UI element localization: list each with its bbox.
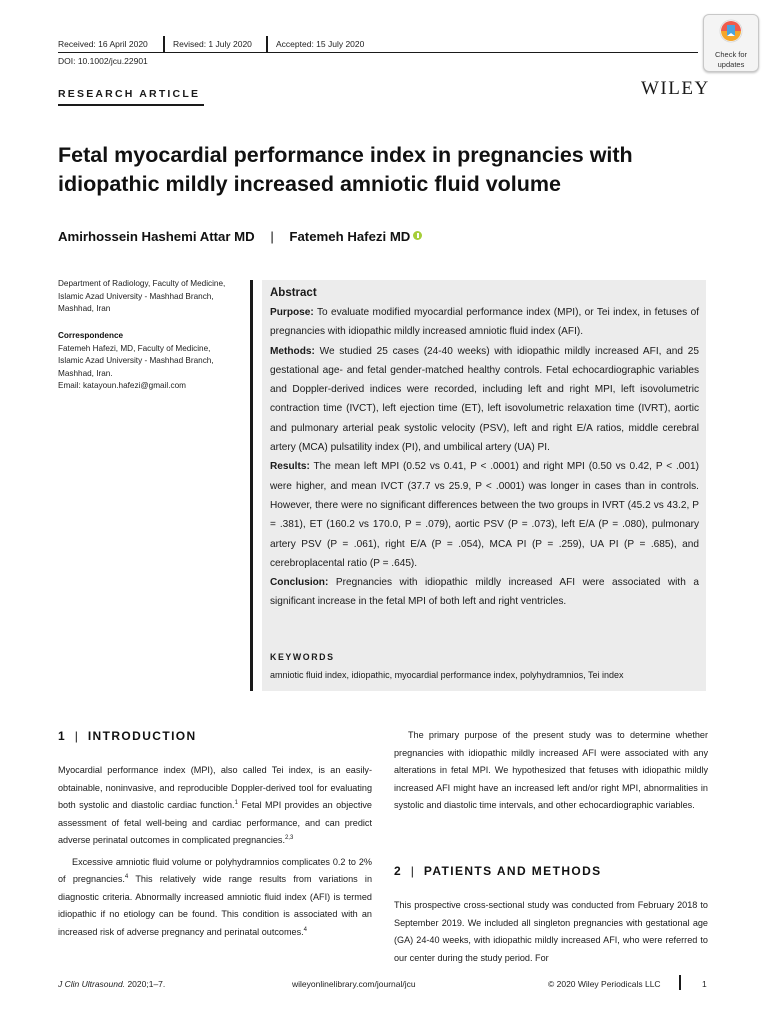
section-title: PATIENTS AND METHODS (423, 864, 602, 878)
paragraph-text: Myocardial performance index (MPI), also called Tei index, is an easily-obtainable, noninvasive, and reproducible Doppler-derived tool for evaluating both systolic and diastolic cardiac function. (58, 765, 372, 810)
results-text: The mean left MPI (0.52 vs 0.41, P < .0001) and right MPI (0.50 vs 0.42, P < .001) were higher, and mean IVCT (37.7 vs 25.9, P < .0001) was longer in cases than in controls. However, there were no significant differences between the two groups in IVRT (45.2 vs 43.2, P = .381), ET (160.2 vs 170.0, P = .079), aortic PSV (P = .073), left E/A (P = .080), pulmonary artery PSV (P = .061), right E/A (P = .054), MCA PI (P = .259), UA PI (P = .685), and cerebroplacental ratio (P = .645). (270, 461, 699, 569)
paragraph-text: Excessive amniotic fluid volume or polyhydramnios complicates 0.2 to 2% of pregnancies. (58, 856, 372, 884)
accepted-date: Accepted: 15 July 2020 (276, 39, 365, 49)
correspondence-line: Islamic Azad University - Mashhad Branch, (58, 356, 214, 365)
article-title (58, 141, 678, 199)
header-rule (58, 52, 698, 53)
keywords-list: amniotic fluid index, idiopathic, myocardial performance index, polyhydramnios, Tei index (270, 670, 624, 680)
citation-ref[interactable]: 2,3 (284, 834, 294, 841)
article-type-underline (58, 104, 204, 106)
abstract-content (270, 284, 699, 612)
intro-right-column (394, 727, 708, 815)
title-line: idiopathic mildly increased amniotic fluid volume (58, 172, 561, 196)
purpose-label: Purpose: (270, 307, 314, 318)
page-number: 1 (702, 979, 707, 989)
abstract-heading: Abstract (270, 287, 317, 299)
intro-left-column (58, 762, 372, 941)
check-for-updates-button[interactable] (703, 14, 759, 72)
title-line: Fetal myocardial performance index in pregnancies with (58, 143, 633, 167)
purpose-text: To evaluate modified myocardial performance index (MPI), or Tei index, in fetuses of pregnancies with idiopathic mildly increased amniotic fluid index (AFI). (270, 307, 699, 338)
orcid-icon[interactable] (413, 231, 422, 240)
affiliation-line: Islamic Azad University - Mashhad Branch, (58, 291, 214, 301)
paragraph: This prospective cross-sectional study was conducted from February 2018 to September 2019. We included all singleton pregnancies with gestational age (GA) 24-40 weeks, with idiopathic mildly increased AFI, who were referred to our center during the study period. For (394, 900, 708, 963)
section-number: 2 (394, 864, 401, 878)
section-number: 1 (58, 729, 65, 743)
correspondence-label: Correspondence (58, 331, 124, 340)
section-heading-methods (394, 864, 602, 878)
paragraph (58, 762, 372, 850)
section-divider: | (410, 864, 414, 878)
check-updates-label: updates (717, 60, 745, 69)
keywords-heading: KEYWORDS (270, 652, 335, 662)
results-label: Results: (270, 461, 310, 473)
journal-name: J Clin Ultrasound. (58, 979, 126, 989)
abstract-conclusion (270, 573, 699, 612)
received-date: Received: 16 April 2020 (58, 39, 148, 49)
footer-url[interactable]: wileyonlinelibrary.com/journal/jcu (292, 979, 416, 989)
affiliation-line: Department of Radiology, Faculty of Medicine, (58, 279, 226, 288)
footer-divider (679, 975, 681, 990)
abstract-results (270, 457, 699, 573)
correspondence (58, 330, 248, 393)
citation-ref[interactable]: 1 (234, 799, 238, 806)
section-divider: | (74, 729, 78, 743)
paragraph-text: This relatively wide range results from variations in diagnostic criteria. Abnormally increased amniotic fluid index (AFI) is termed idiopathic if no etiology can be found. This condition is associated with an increased risk of adverse pregnancy and perinatal outcomes. (58, 874, 372, 937)
correspondence-line: Fatemeh Hafezi, MD, Faculty of Medicine, (58, 343, 211, 353)
methods-label: Methods: (270, 345, 315, 357)
footer-citation (58, 979, 165, 989)
paragraph: The primary purpose of the present study was to determine whether pregnancies with idiopathic mildly increased AFI were associated with any alterations in fetal MPI. We hypothesized that fetuses with idiopathic mildly increased AFI might have an increased left and/or right MPI, abnormalities in systolic and diastolic time intervals, and other echocardiographic variables. (394, 730, 708, 810)
crossmark-icon (718, 18, 744, 44)
footer-copyright: © 2020 Wiley Periodicals LLC (548, 979, 661, 989)
citation-info: 2020;1–7. (125, 979, 166, 989)
doi[interactable]: DOI: 10.1002/jcu.22901 (58, 56, 148, 66)
authors (58, 229, 422, 244)
article-type: RESEARCH ARTICLE (58, 88, 201, 100)
citation-ref[interactable]: 4 (124, 873, 129, 880)
conclusion-text: Pregnancies with idiopathic mildly increased AFI were associated with a significant increase in the fetal MPI of both left and right ventricles. (270, 577, 699, 608)
abstract-bar (250, 280, 253, 691)
paragraph-text: Fetal MPI provides an objective assessment of fetal well-being and cardiac performance, and can predict adverse perinatal outcomes in complicated pregnancies. (58, 800, 372, 845)
author-name[interactable]: Amirhossein Hashemi Attar MD (58, 229, 255, 244)
paragraph (58, 854, 372, 942)
header-divider (266, 36, 268, 52)
methods-text: We studied 25 cases (24-40 weeks) with idiopathic mildly increased AFI, and 25 gestational age- and fetal gender-matched healthy controls. Fetal echocardiographic variables and Doppler-derived indices were recorded, including left and right MPI, left isovolumetric contraction time (IVCT), left ejection time (ET), left isovolumetric relaxation time (IVRT), aortic and pulmonary arterial peak systolic velocity (PSV), left and right E/A ratios, middle cerebral artery (MCA) pulsatility index (PI), and umbilical artery (UA) PI. (270, 345, 699, 454)
author-separator: | (270, 229, 274, 244)
revised-date: Revised: 1 July 2020 (173, 39, 252, 49)
methods-column (394, 897, 708, 967)
header-divider (163, 36, 165, 52)
check-updates-label: Check for (714, 50, 748, 59)
correspondence-email[interactable]: Email: katayoun.hafezi@gmail.com (58, 381, 186, 390)
author-name[interactable]: Fatemeh Hafezi MD (289, 229, 411, 244)
abstract-purpose (270, 303, 699, 342)
conclusion-label: Conclusion: (270, 577, 329, 589)
section-title: INTRODUCTION (87, 729, 197, 743)
citation-ref[interactable]: 4 (303, 926, 308, 933)
publisher-logo: WILEY (641, 78, 710, 99)
affiliation-line: Mashhad, Iran (58, 304, 111, 313)
section-heading-introduction (58, 729, 197, 743)
affiliation (58, 278, 248, 316)
abstract-methods (270, 342, 699, 458)
correspondence-line: Mashhad, Iran. (58, 368, 113, 378)
